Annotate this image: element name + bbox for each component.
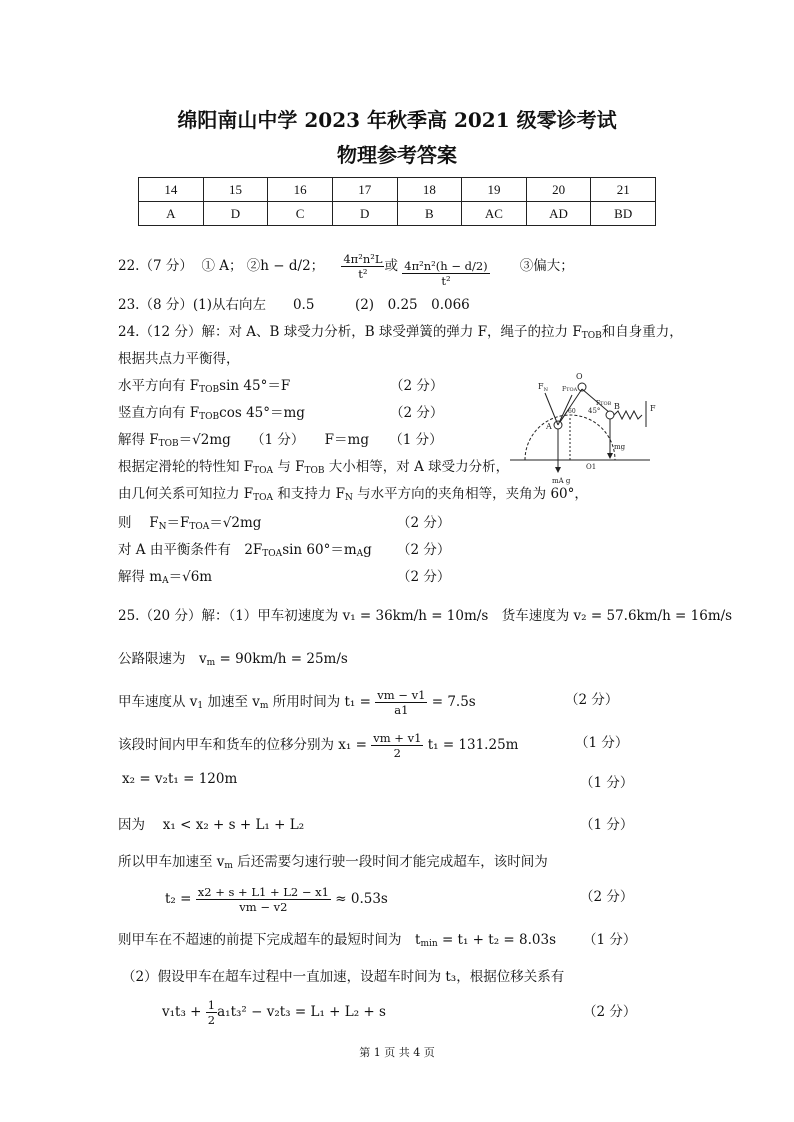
q24-line-3: 水平方向有 $F_{TOB}\sin$ 45°＝F bbox=[118, 378, 291, 395]
score-mark: （2 分） bbox=[565, 692, 619, 708]
svg-text:mA g: mA g bbox=[552, 477, 571, 485]
q24-line-4: 竖直方向有 $F_{TOB}\cos$ 45°＝mg bbox=[118, 405, 305, 422]
fraction: $\frac{1}{2}$ bbox=[207, 998, 216, 1027]
table-cell: 16 bbox=[268, 178, 333, 202]
svg-text:FN: $F_N$ bbox=[538, 382, 548, 393]
q23-line: 23.（8 分）(1)从右向左 0.5 (2) 0.25 0.066 bbox=[118, 297, 470, 313]
table-cell: 21 bbox=[591, 178, 656, 202]
score-mark: （2 分） bbox=[390, 378, 444, 394]
table-cell: A bbox=[139, 202, 204, 226]
q22-part2: ② bbox=[246, 258, 261, 274]
q25-line-1: 25.（20 分）解：（1）甲车初速度为 v₁ = 36km/h = 10m/s 货车速度为 v₂ = 57.6km/h = 16m/s bbox=[118, 608, 733, 624]
score-mark: （2 分） bbox=[583, 1004, 637, 1020]
score-mark: （2 分） bbox=[580, 889, 634, 905]
table-cell: 19 bbox=[462, 178, 527, 202]
q22-part3: ③偏大； bbox=[519, 258, 574, 274]
table-cell: 18 bbox=[397, 178, 462, 202]
page-footer: 第 1 页 共 4 页 bbox=[359, 1046, 435, 1059]
svg-text:mg: mg bbox=[614, 443, 626, 451]
svg-text:F: F bbox=[650, 404, 656, 413]
table-cell: AD bbox=[526, 202, 591, 226]
score-mark: （2 分） bbox=[397, 515, 451, 531]
score-mark: （1 分） bbox=[575, 735, 629, 751]
q25-line-10: （2）假设甲车在超车过程中一直加速，设超车时间为 t₃，根据位移关系有 bbox=[122, 969, 565, 985]
q22-part2-expr: h − d/2； bbox=[260, 258, 325, 274]
table-cell: C bbox=[268, 202, 333, 226]
q22-or: 或 bbox=[384, 258, 398, 274]
q25-line-8: t₂ = $\frac{x2 + s + L1 + L2 - x1}{vm - v2}$ ≈ 0.53s bbox=[165, 885, 388, 914]
q25-line-4: 该段时间内甲车和货车的位移分别为 x₁ = $\frac{vm + v1}{2}$ t₁ = 131.25m bbox=[118, 731, 519, 760]
table-cell: 14 bbox=[139, 178, 204, 202]
exam-subtitle: 物理参考答案 bbox=[337, 143, 457, 167]
score-mark: （2 分） bbox=[397, 542, 451, 558]
svg-text:FTOA: FTOA bbox=[562, 386, 578, 393]
table-cell: 15 bbox=[203, 178, 268, 202]
q25-line-5: x₂ = v₂t₁ = 120m bbox=[122, 771, 238, 787]
table-cell: D bbox=[203, 202, 268, 226]
q25-line-6: 因为 x₁ < x₂ + s + L₁ + L₂ bbox=[118, 817, 305, 833]
q22-formula-a: $\frac{\text{4π²n²L}}{\text{t²}}$ bbox=[343, 252, 383, 281]
table-cell: D bbox=[332, 202, 397, 226]
q24-line-10: 解得 $m_A=√6m$ bbox=[118, 569, 213, 586]
svg-text:45°: 45° bbox=[588, 407, 601, 415]
table-cell: BD bbox=[591, 202, 656, 226]
svg-text:FTOB: FTOB bbox=[596, 400, 612, 407]
answer-key-row bbox=[139, 202, 656, 226]
q24-line-5: 解得 $F_{TOB}=√2mg$ （1 分） F＝mg （1 分） bbox=[118, 432, 443, 449]
q25-line-11: v₁t₃ + $\frac{1}{2}$ a₁t₃² − v₂t₃ = L₁ + L₂ + s bbox=[162, 998, 386, 1027]
question-number-row bbox=[139, 178, 656, 202]
q24-line-9: 对 A 由平衡条件有 $2F_{TOA}\sin$ $60^\circ=m_Ag$ bbox=[118, 542, 372, 559]
svg-text:A: A bbox=[546, 422, 552, 431]
q24-line-6: 根据定滑轮的特性知 $F_{TOA}$ 与 $F_{TOB}$ 大小相等，对 A 球受力分析， bbox=[118, 459, 510, 476]
q24-line-1: 24.（12 分）解：对 A、B 球受力分析，B 球受弹簧的弹力 F，绳子的拉力 $F_{TOB}$和自身重力， bbox=[118, 324, 683, 341]
force-diagram-figure bbox=[510, 365, 660, 485]
svg-text:B: B bbox=[614, 402, 620, 411]
score-mark: （2 分） bbox=[390, 405, 444, 421]
table-cell: AC bbox=[462, 202, 527, 226]
table-cell: 17 bbox=[332, 178, 397, 202]
q24-line-8: 则 $F_N=F_{TOA}=√2mg$ bbox=[118, 515, 262, 532]
table-cell: B bbox=[397, 202, 462, 226]
fig-label-O: O bbox=[576, 372, 583, 381]
q22-formula-b: $\frac{\text{4π²n²(h − d/2)}}{\text{t²}}$ bbox=[404, 259, 488, 288]
score-mark: （2 分） bbox=[397, 569, 451, 585]
q24-line-7: 由几何关系可知拉力 $F_{TOA}$ 和支持力 $F_N$ 与水平方向的夹角相等，夹角为 60°， bbox=[118, 486, 588, 503]
q25-line-7: 所以甲车加速至 $v_m$ 后还需要匀速行驶一段时间才能完成超车，该时间为 bbox=[118, 854, 548, 871]
q22-line bbox=[118, 245, 574, 288]
fraction: $\frac{vm + v1}{2}$ bbox=[373, 731, 422, 760]
q22-label: 22.（7 分） bbox=[118, 258, 193, 274]
q25-line-2: 公路限速为 $v_m = 90km/h = 25m/s$ bbox=[118, 651, 348, 668]
answer-table bbox=[138, 177, 656, 226]
q25-line-9: 则甲车在不超速的前提下完成超车的最短时间为 $t_{min} = t_1 + t_2 = 8.03s$ bbox=[118, 932, 556, 949]
q24-line-2: 根据共点力平衡得， bbox=[118, 351, 240, 367]
q25-line-3: 甲车速度从 $v_1$ 加速至 $v_m$ 所用时间为 t₁ = $\frac{vm - v1}{a1}$ = 7.5s bbox=[118, 688, 476, 717]
svg-text:60: 60 bbox=[568, 408, 576, 415]
q22-part1: ① A； bbox=[201, 258, 243, 274]
fraction: $\frac{vm - v1}{a1}$ bbox=[377, 688, 426, 717]
score-mark: （1 分） bbox=[583, 932, 637, 948]
exam-title: 绵阳南山中学 2023 年秋季高 2021 级零诊考试 bbox=[177, 108, 617, 132]
svg-text:O1: O1 bbox=[586, 463, 597, 471]
fraction: $\frac{x2 + s + L1 + L2 - x1}{vm - v2}$ bbox=[197, 885, 329, 914]
score-mark: （1 分） bbox=[580, 775, 634, 791]
table-cell: 20 bbox=[526, 178, 591, 202]
score-mark: （1 分） bbox=[580, 817, 634, 833]
